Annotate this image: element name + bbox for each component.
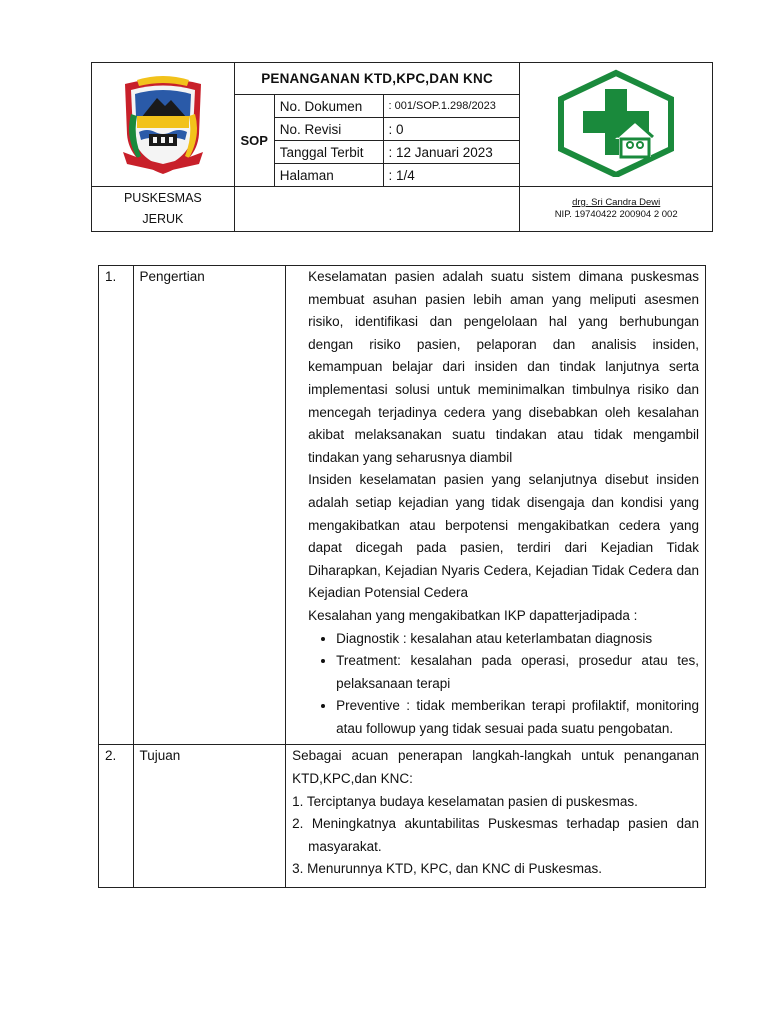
- signer-nip: NIP. 19740422 200904 2 002: [554, 209, 678, 220]
- section-title: Tujuan: [133, 745, 286, 888]
- header-table: [91, 62, 713, 232]
- section-number: 1.: [99, 266, 134, 745]
- meta-value-page: : 1/4: [384, 164, 520, 187]
- regency-logo-cell: [92, 63, 235, 187]
- signature-cell: [520, 187, 713, 232]
- section-body: [286, 266, 706, 745]
- section-title: Pengertian: [133, 266, 286, 745]
- list-item: 1. Terciptanya budaya keselamatan pasien di puskesmas.: [292, 793, 638, 809]
- section-body: [286, 745, 706, 888]
- signer-name: drg. Sri Candra Dewi: [572, 197, 661, 208]
- meta-value-document-number: : 001/SOP.1.298/2023: [384, 95, 520, 118]
- empty-cell: [234, 187, 520, 232]
- list-item: • Preventive : tidak memberikan terapi profilaktif, monitoring atau followup yang tidak sesuai pada suatu pengobatan.: [336, 695, 699, 740]
- paragraph: Sebagai acuan penerapan langkah-langkah untuk penanganan KTD,KPC,dan KNC:: [292, 748, 699, 787]
- sop-label: SOP: [234, 95, 274, 187]
- meta-label-revision: No. Revisi: [274, 118, 384, 141]
- bullet-list: [308, 628, 699, 741]
- paragraph: Insiden keselamatan pasien yang selanjutnya disebut insiden adalah setiap kejadian yang tidak disengaja dan kondisi yang mengakibatkan atau berpotensi mengakibatkan cedera yang dapat dicegah pada pasien, terdiri dari Kejadian Tidak Diharapkan, Kejadian Nyaris Cedera, Kejadian Tidak Cedera dan Kejadian Potensial Cedera: [308, 472, 699, 601]
- puskesmas-logo-icon: [555, 69, 677, 177]
- organization-name-line2: JERUK: [142, 212, 184, 226]
- organization-name-line1: PUSKESMAS: [123, 191, 202, 205]
- meta-value-revision: : 0: [384, 118, 520, 141]
- list-item: 3. Menurunnya KTD, KPC, dan KNC di Puskesmas.: [292, 861, 603, 877]
- section-row: [99, 266, 706, 745]
- paragraph: Kesalahan yang mengakibatkan IKP dapatterjadipada :: [308, 607, 638, 623]
- section-row: [99, 745, 706, 888]
- regency-crest-icon: [115, 74, 211, 178]
- meta-value-issue-date: : 12 Januari 2023: [384, 141, 520, 164]
- meta-label-page: Halaman: [274, 164, 384, 187]
- document-title: PENANGANAN KTD,KPC,DAN KNC: [234, 63, 520, 95]
- list-item: 2. Meningkatnya akuntabilitas Puskesmas terhadap pasien dan masyarakat.: [292, 816, 699, 854]
- organization-name-cell: [92, 187, 235, 232]
- paragraph: Keselamatan pasien adalah suatu sistem dimana puskesmas membuat asuhan pasien lebih aman yang meliputi asesmen risiko, identifikasi dan pengelolaan hal yang berhubungan dengan risiko pasien, pelaporan dan analisis insiden, kemampuan belajar dari insiden dan tindak lanjutnya serta implementasi solusi untuk meminimalkan timbulnya risiko dan mencegah terjadinya cedera yang disebabkan oleh kesalahan akibat melaksanakan suatu tindakan atau tidak mengambil tindakan yang seharusnya diambil: [308, 269, 699, 465]
- puskesmas-logo-cell: [520, 63, 713, 187]
- list-item: • Diagnostik : kesalahan atau keterlambatan diagnosis: [336, 628, 699, 651]
- content-table: [98, 265, 706, 888]
- meta-label-document-number: No. Dokumen: [274, 95, 384, 118]
- meta-label-issue-date: Tanggal Terbit: [274, 141, 384, 164]
- list-item: • Treatment: kesalahan pada operasi, prosedur atau tes, pelaksanaan terapi: [336, 650, 699, 695]
- section-number: 2.: [99, 745, 134, 888]
